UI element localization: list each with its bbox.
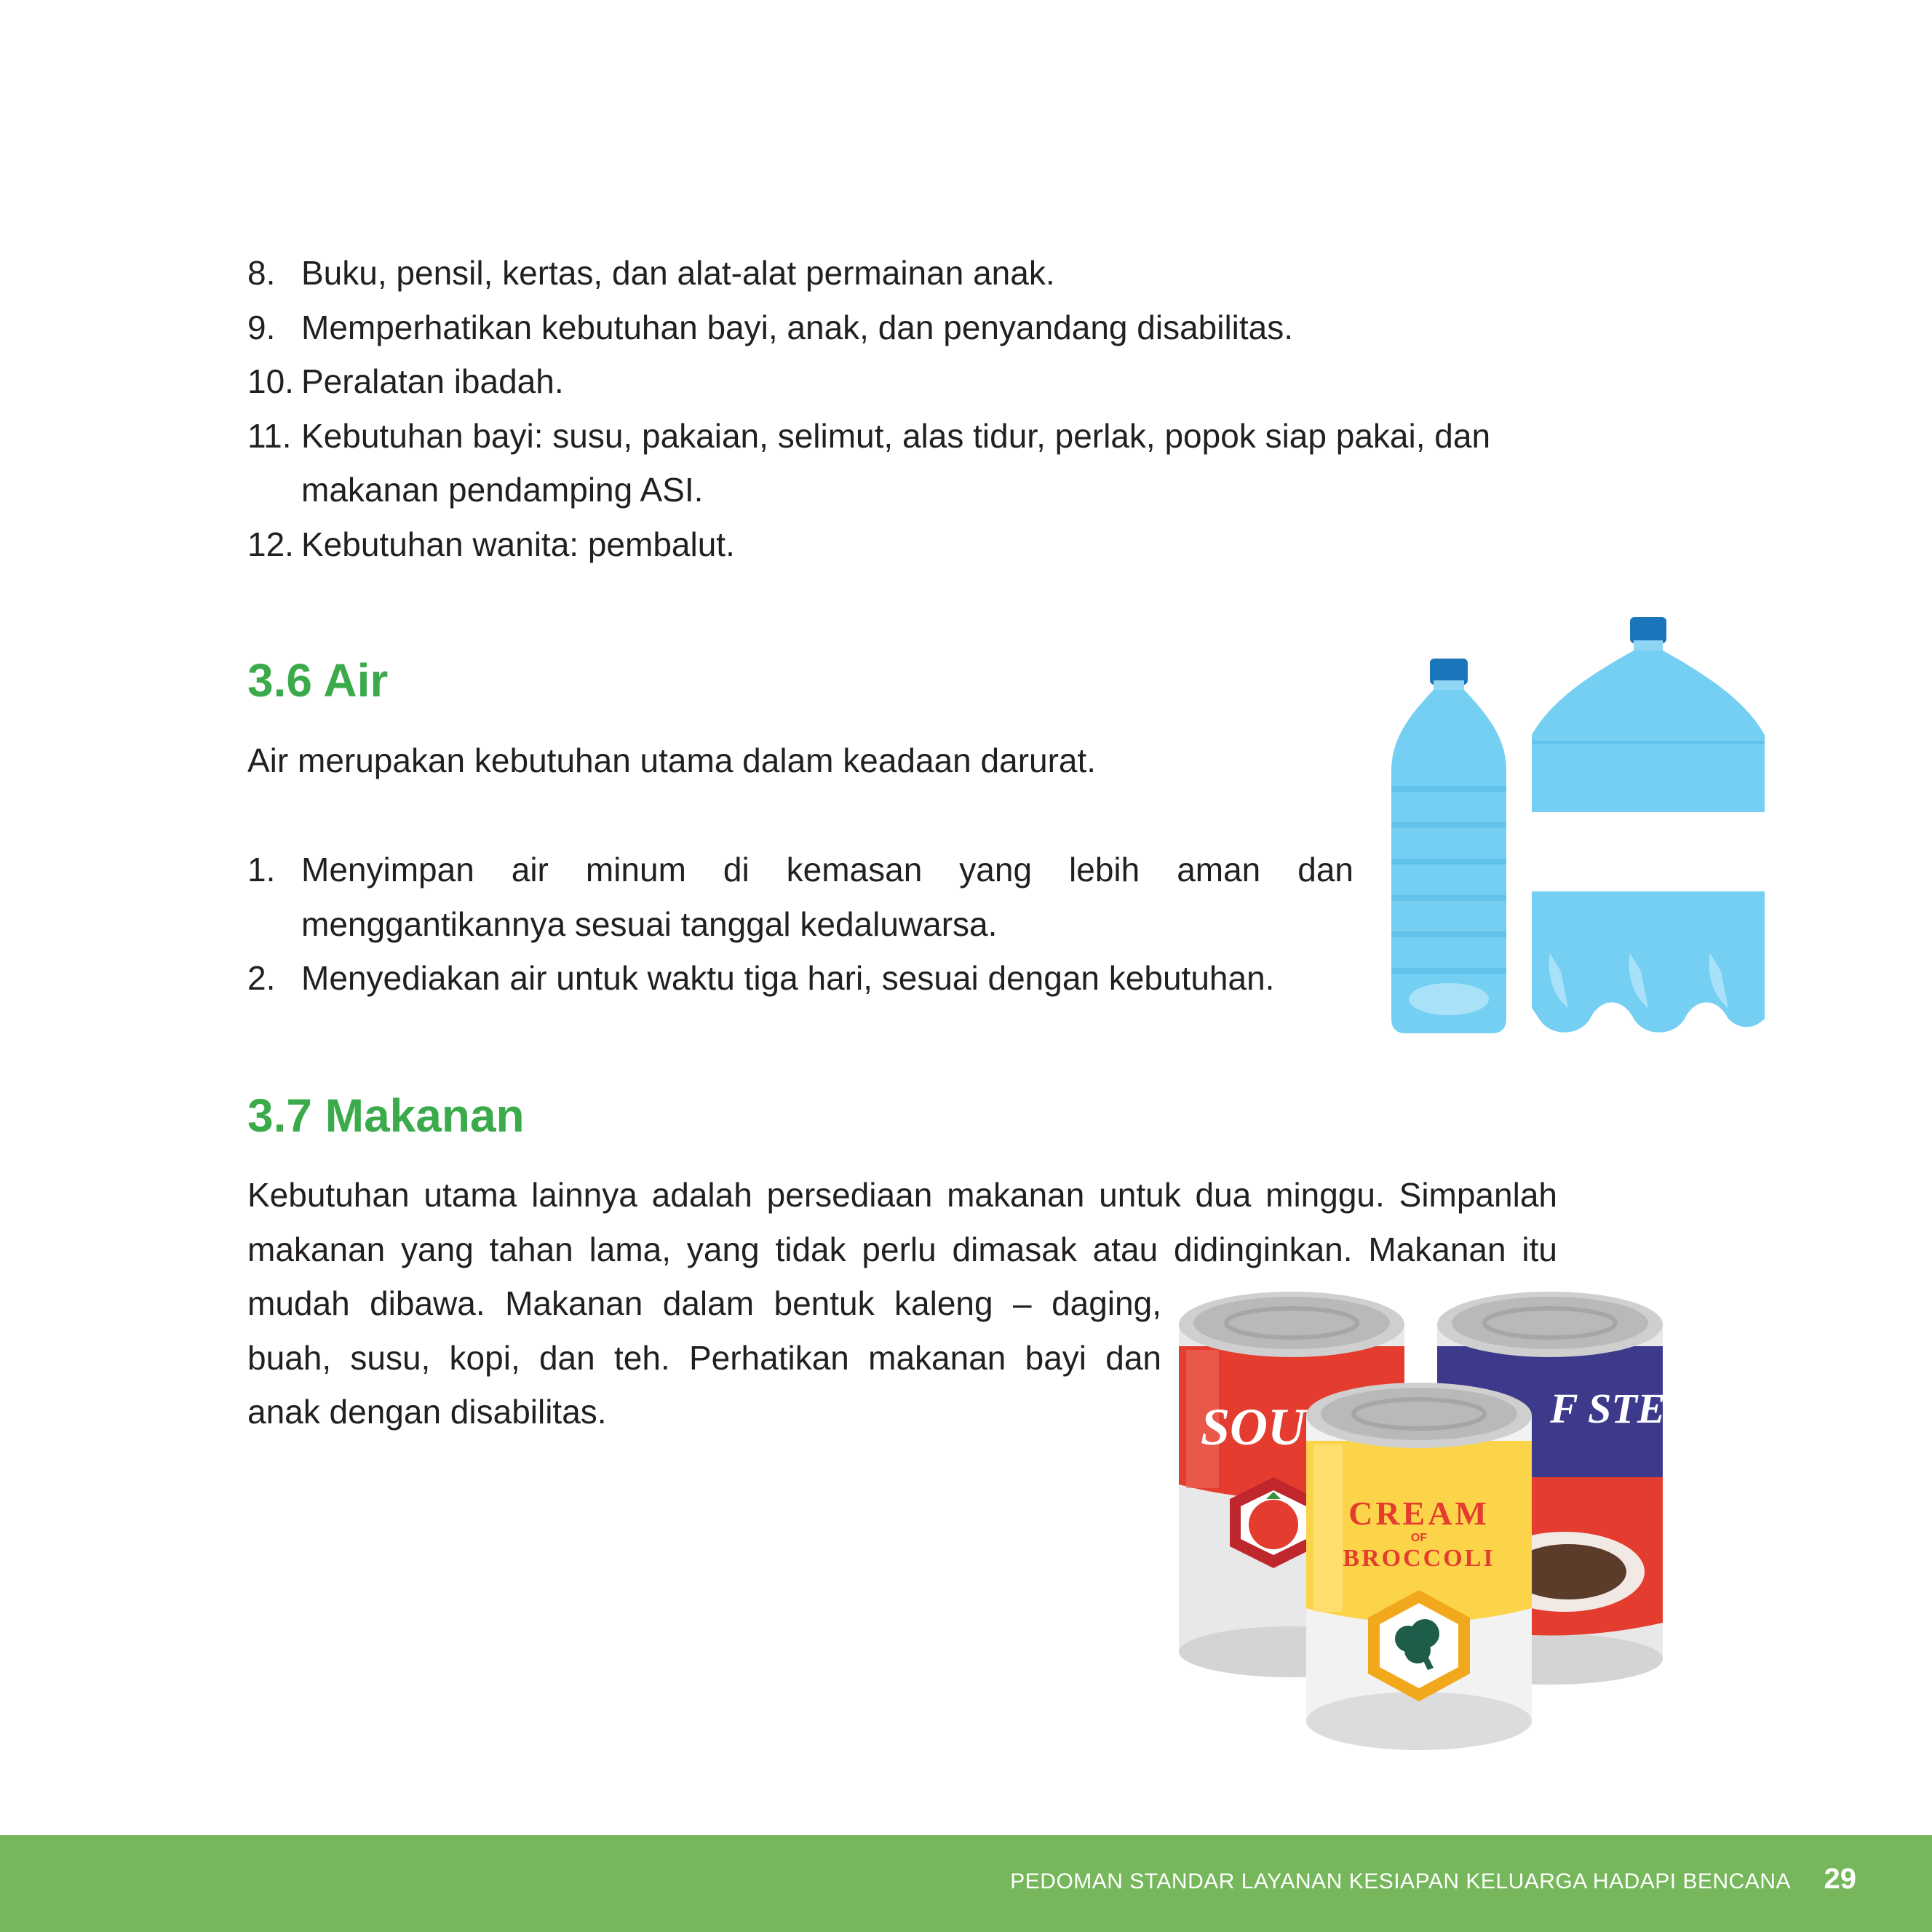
list-item bbox=[247, 517, 1557, 572]
page-number: 29 bbox=[1824, 1863, 1856, 1895]
list-item bbox=[247, 843, 1353, 951]
stew-label: F STEW bbox=[1550, 1385, 1704, 1432]
list-number: 10. bbox=[247, 362, 294, 400]
cream-of-broccoli-can-icon bbox=[1306, 1383, 1532, 1750]
list-item bbox=[247, 354, 1557, 409]
supplies-list bbox=[247, 246, 1557, 571]
water-bottles-illustration bbox=[1375, 611, 1783, 1041]
list-text: Menyimpan air minum di kemasan yang lebih aman dan menggantikannya sesuai tanggal kedaluwarsa. bbox=[301, 851, 1353, 943]
of-label: OF bbox=[1410, 1532, 1428, 1544]
list-text: Kebutuhan bayi: susu, pakaian, selimut, alas tidur, perlak, popok siap pakai, dan makanan pendamping ASI. bbox=[301, 416, 1491, 509]
canned-food-illustration bbox=[1172, 1281, 1704, 1761]
list-number: 2. bbox=[247, 959, 276, 997]
list-number: 12. bbox=[247, 525, 294, 563]
list-text: Memperhatikan kebutuhan bayi, anak, dan penyandang disabilitas. bbox=[301, 308, 1294, 346]
list-item bbox=[247, 246, 1557, 301]
list-item bbox=[247, 409, 1611, 517]
list-number: 9. bbox=[247, 308, 276, 346]
page-footer bbox=[0, 1835, 1932, 1932]
list-number: 11. bbox=[247, 416, 292, 455]
cream-label: CREAM bbox=[1348, 1495, 1490, 1532]
soup-label: SOU bbox=[1201, 1398, 1306, 1456]
list-text: Menyediakan air untuk waktu tiga hari, sesuai dengan kebutuhan. bbox=[301, 959, 1275, 997]
section-paragraph-food-continued: mudah dibawa. Makanan dalam bentuk kaleng – daging, buah, susu, kopi, dan teh. Perhatikan makanan bayi dan anak dengan disabilitas. bbox=[247, 1284, 1161, 1431]
large-bottle-icon bbox=[1532, 617, 1765, 1033]
section-paragraph-food: Kebutuhan utama lainnya adalah persediaan makanan untuk dua minggu. Simpanlah makanan yang tahan lama, yang tidak perlu dimasak atau didinginkan. Makanan itu bbox=[247, 1176, 1557, 1268]
list-text: Buku, pensil, kertas, dan alat-alat permainan anak. bbox=[301, 254, 1055, 292]
list-item bbox=[247, 951, 1353, 1006]
broccoli-label: BROCCOLI bbox=[1343, 1545, 1495, 1572]
water-list bbox=[247, 843, 1353, 1006]
list-number: 8. bbox=[247, 254, 276, 292]
list-text: Kebutuhan wanita: pembalut. bbox=[301, 525, 735, 563]
list-item bbox=[247, 301, 1557, 355]
section-heading-air: 3.6 Air bbox=[247, 654, 389, 707]
small-bottle-icon bbox=[1391, 659, 1506, 1033]
footer-title: PEDOMAN STANDAR LAYANAN KESIAPAN KELUARGA HADAPI BENCANA bbox=[1010, 1869, 1791, 1893]
list-number: 1. bbox=[247, 851, 276, 889]
list-text: Peralatan ibadah. bbox=[301, 362, 564, 400]
section-intro-air: Air merupakan kebutuhan utama dalam keadaan darurat. bbox=[247, 742, 1097, 779]
section-heading-food: 3.7 Makanan bbox=[247, 1089, 525, 1142]
